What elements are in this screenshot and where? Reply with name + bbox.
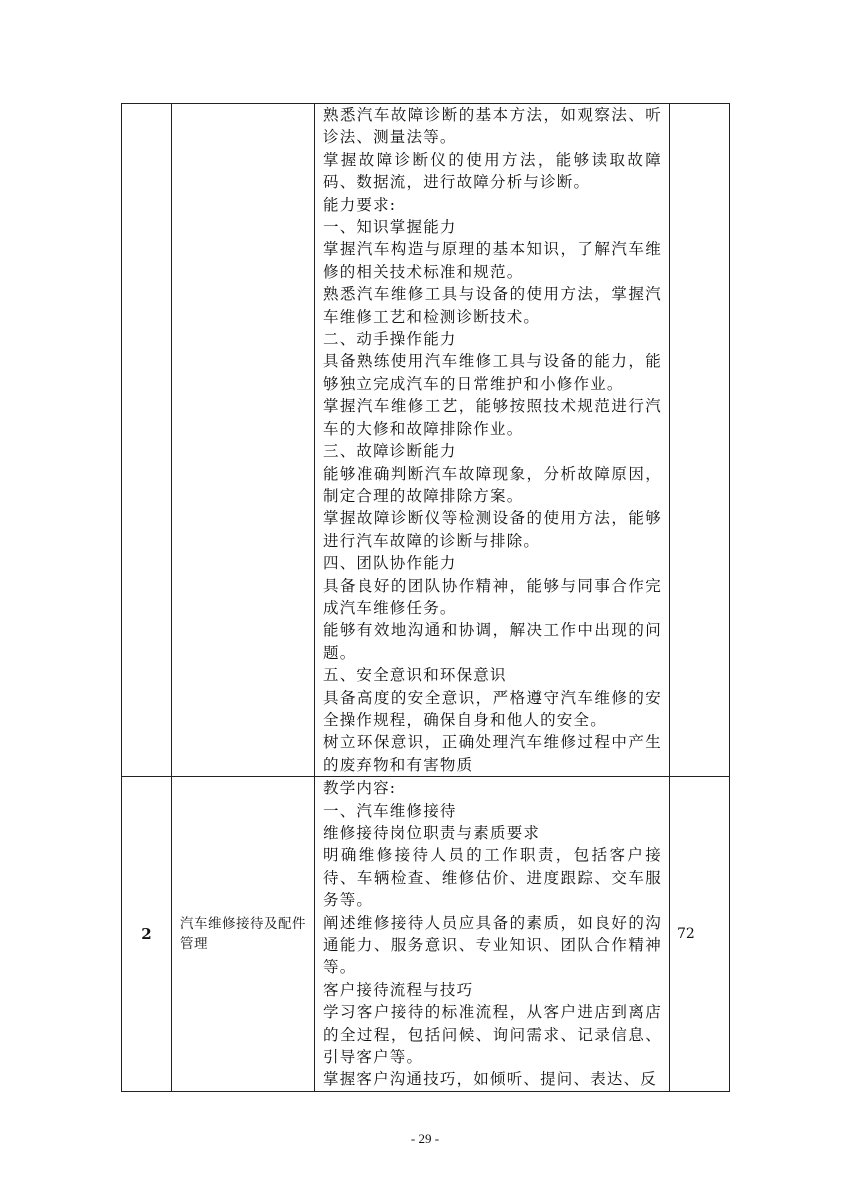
course-content-cell — [315, 777, 670, 1092]
content-line: 掌握汽车构造与原理的基本知识，了解汽车维修的相关技术标准和规范。 — [323, 240, 662, 281]
course-name-cell: 汽车维修接待及配件管理 — [172, 777, 315, 1092]
row-number-cell: 2 — [122, 777, 172, 1092]
content-line: 五、安全意识和环保意识 — [323, 666, 507, 685]
content-line: 熟悉汽车故障诊断的基本方法，如观察法、听诊法、测量法等。 — [323, 106, 662, 147]
course-content-cell — [315, 104, 670, 777]
content-line: 四、团队协作能力 — [323, 554, 457, 573]
content-line: 阐述维修接待人员应具备的素质，如良好的沟通能力、服务意识、专业知识、团队合作精神等。 — [323, 913, 662, 977]
content-line: 三、故障诊断能力 — [323, 442, 457, 461]
content-line: 能力要求: — [323, 195, 397, 214]
content-line: 树立环保意识，正确处理汽车维修过程中产生的废弃物和有害物质 — [323, 733, 662, 774]
content-line: 掌握客户沟通技巧，如倾听、提问、表达、反 — [323, 1070, 658, 1089]
course-name-cell — [172, 104, 315, 777]
row-number-cell — [122, 104, 172, 777]
content-line: 熟悉汽车维修工具与设备的使用方法，掌握汽车维修工艺和检测诊断技术。 — [323, 285, 662, 326]
content-line: 能够准确判断汽车故障现象，分析故障原因，制定合理的故障排除方案。 — [323, 464, 662, 505]
content-line: 学习客户接待的标准流程，从客户进店到离店的全过程，包括问候、询问需求、记录信息、引导客户等。 — [323, 1003, 662, 1067]
course-hours-cell — [670, 104, 730, 777]
content-line: 掌握故障诊断仪的使用方法，能够读取故障码、数据流，进行故障分析与诊断。 — [323, 150, 662, 192]
content-line: 维修接待岗位职责与素质要求 — [323, 824, 541, 842]
content-line: 二、动手操作能力 — [323, 330, 457, 349]
content-line: 明确维修接待人员的工作职责，包括客户接待、车辆检查、维修估价、进度跟踪、交车服务等。 — [323, 846, 662, 910]
content-line: 一、知识掌握能力 — [323, 218, 457, 237]
content-line: 客户接待流程与技巧 — [323, 980, 474, 999]
content-line: 掌握汽车维修工艺，能够按照技术规范进行汽车的大修和故障排除作业。 — [323, 397, 662, 438]
content-line: 掌握故障诊断仪等检测设备的使用方法，能够进行汽车故障的诊断与排除。 — [323, 509, 662, 550]
table-row — [122, 104, 730, 777]
content-line: 具备高度的安全意识，严格遵守汽车维修的安全操作规程，确保自身和他人的安全。 — [323, 688, 662, 729]
content-line: 具备良好的团队协作精神，能够与同事合作完成汽车维修任务。 — [323, 576, 662, 617]
table-row — [122, 777, 730, 1092]
content-line: 一、汽车维修接待 — [323, 801, 457, 820]
course-table — [121, 103, 730, 1092]
content-line: 具备熟练使用汽车维修工具与设备的能力，能够独立完成汽车的日常维护和小修作业。 — [323, 352, 662, 393]
course-hours-cell: 72 — [670, 777, 730, 1092]
content-line: 能够有效地沟通和协调，解决工作中出现的问题。 — [323, 621, 662, 662]
content-line: 教学内容: — [323, 779, 397, 798]
page-number: - 29 - — [410, 1131, 440, 1146]
